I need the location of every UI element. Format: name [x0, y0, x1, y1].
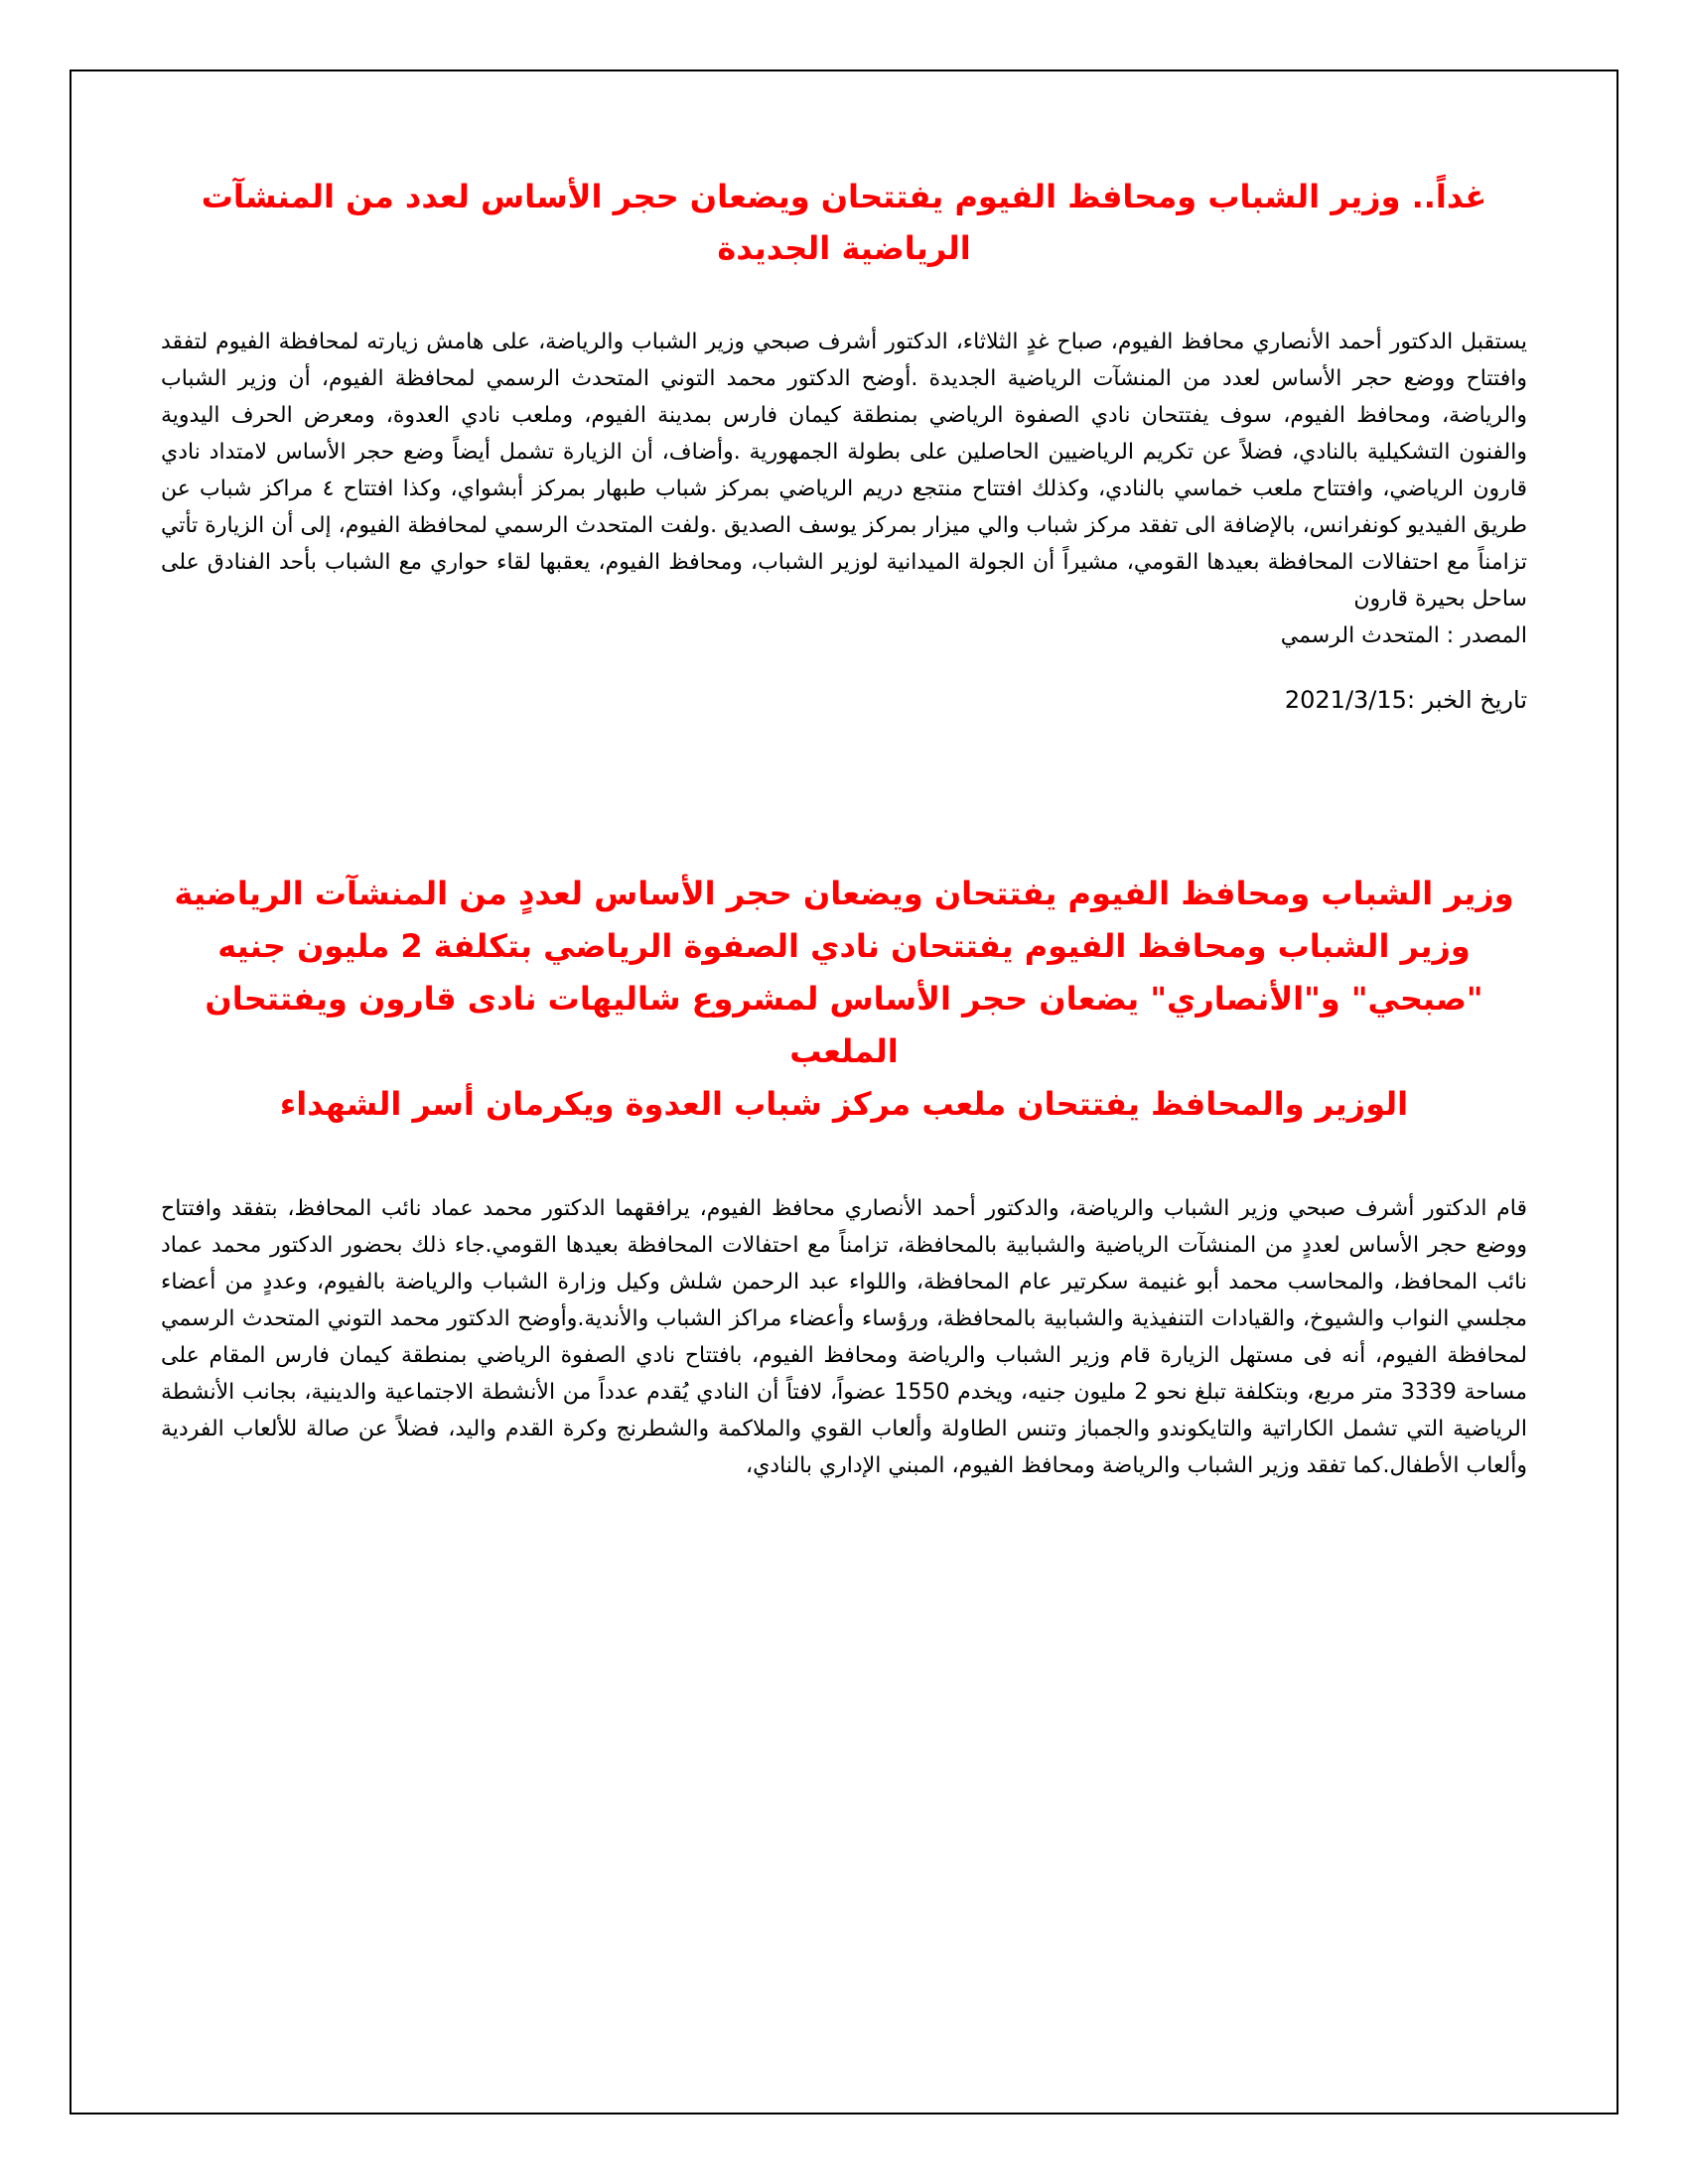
- article2-headline-4: الوزير والمحافظ يفتتحان ملعب مركز شباب العدوة ويكرمان أسر الشهداء: [279, 1085, 1409, 1123]
- article1-body: يستقبل الدكتور أحمد الأنصاري محافظ الفيوم، صباح غدٍ الثلاثاء، الدكتور أشرف صبحي وزير الشباب والرياضة، على هامش زيارته لمحافظة الفيوم لتفقد وافتتاح ووضع حجر الأساس لعدد من المنشآت الرياضية الجديدة .أوضح الدكتور محمد التوني المتحدث الرسمي لمحافظة الفيوم، أن وزير الشباب والرياضة، ومحافظ الفيوم، سوف يفتتحان نادي الصفوة الرياضي بمنطقة كيمان فارس بمدينة الفيوم، وملعب نادي العدوة، ومعرض الحرف اليدوية والفنون التشكيلية بالنادي، فضلاً عن تكريم الرياضيين الحاصلين على بطولة الجمهورية .وأضاف، أن الزيارة تشمل أيضاً وضع حجر الأساس لامتداد نادي قارون الرياضي، وافتتاح ملعب خماسي بالنادي، وكذلك افتتاح منتجع دريم الرياضي بمركز شباب طبهار بمركز أبشواي، وكذا افتتاح ٤ مراكز شباب عن طريق الفيديو كونفرانس، بالإضافة الى تفقد مركز شباب والي ميزار بمركز يوسف الصديق .ولفت المتحدث الرسمي لمحافظة الفيوم، إلى أن الزيارة تأتي تزامناً مع احتفالات المحافظة بعيدها القومي، مشيراً أن الجولة الميدانية لوزير الشباب، ومحافظ الفيوم، يعقبها لقاء حواري مع الشباب بأحد الفنادق على ساحل بحيرة قارون: [161, 330, 1527, 612]
- article2-headline-3: "صبحي" و"الأنصاري" يضعان حجر الأساس لمشروع شاليهات نادى قارون ويفتتحان الملعب: [205, 980, 1483, 1070]
- article1-headline: غداً.. وزير الشباب ومحافظ الفيوم يفتتحان ويضعان حجر الأساس لعدد من المنشآت الرياضية الجديدة: [201, 178, 1487, 267]
- article2-body: قام الدكتور أشرف صبحي وزير الشباب والرياضة، والدكتور أحمد الأنصاري محافظ الفيوم، يرافقهما الدكتور محمد عماد نائب المحافظ، بتفقد وافتتاح ووضع حجر الأساس لعددٍ من المنشآت الرياضية والشبابية بالمحافظة، تزامناً مع احتفالات المحافظة بعيدها القومي.جاء ذلك بحضور الدكتور محمد عماد نائب المحافظ، والمحاسب محمد أبو غنيمة سكرتير عام المحافظة، واللواء عبد الرحمن شلش وكيل وزارة الشباب والرياضة بالفيوم، وعددٍ من أعضاء مجلسي النواب والشيوخ، والقيادات التنفيذية والشبابية بالمحافظة، ورؤساء وأعضاء مراكز الشباب والأندية.وأوضح الدكتور محمد التوني المتحدث الرسمي لمحافظة الفيوم، أنه فى مستهل الزيارة قام وزير الشباب والرياضة ومحافظ الفيوم، بافتتاح نادي الصفوة الرياضي بمنطقة كيمان فارس المقام على مساحة 3339 متر مربع، وبتكلفة تبلغ نحو 2 مليون جنيه، ويخدم 1550 عضواً، لافتاً أن النادي يُقدم عدداً من الأنشطة الاجتماعية والدينية، بجانب الأنشطة الرياضية التي تشمل الكاراتية والتايكوندو والجمباز وتنس الطاولة وألعاب القوي والملاكمة والشطرنج وكرة القدم واليد، فضلاً عن صالة للألعاب الفردية وألعاب الأطفال.كما تفقد وزير الشباب والرياضة ومحافظ الفيوم، المبني الإداري بالنادي،: [161, 1196, 1527, 1478]
- article2-headline-2: وزير الشباب ومحافظ الفيوم يفتتحان نادي الصفوة الرياضي بتكلفة 2 مليون جنيه: [217, 927, 1471, 965]
- article1-source: المصدر : المتحدث الرسمي: [1280, 623, 1527, 648]
- article1-date: تاريخ الخبر :2021/3/15: [1284, 686, 1527, 714]
- document-content: [161, 106, 1527, 1484]
- article2-headlines: [161, 868, 1527, 1131]
- page-border: [70, 69, 1618, 2115]
- article2-headline-1: وزير الشباب ومحافظ الفيوم يفتتحان ويضعان حجر الأساس لعددٍ من المنشآت الرياضية: [174, 875, 1514, 912]
